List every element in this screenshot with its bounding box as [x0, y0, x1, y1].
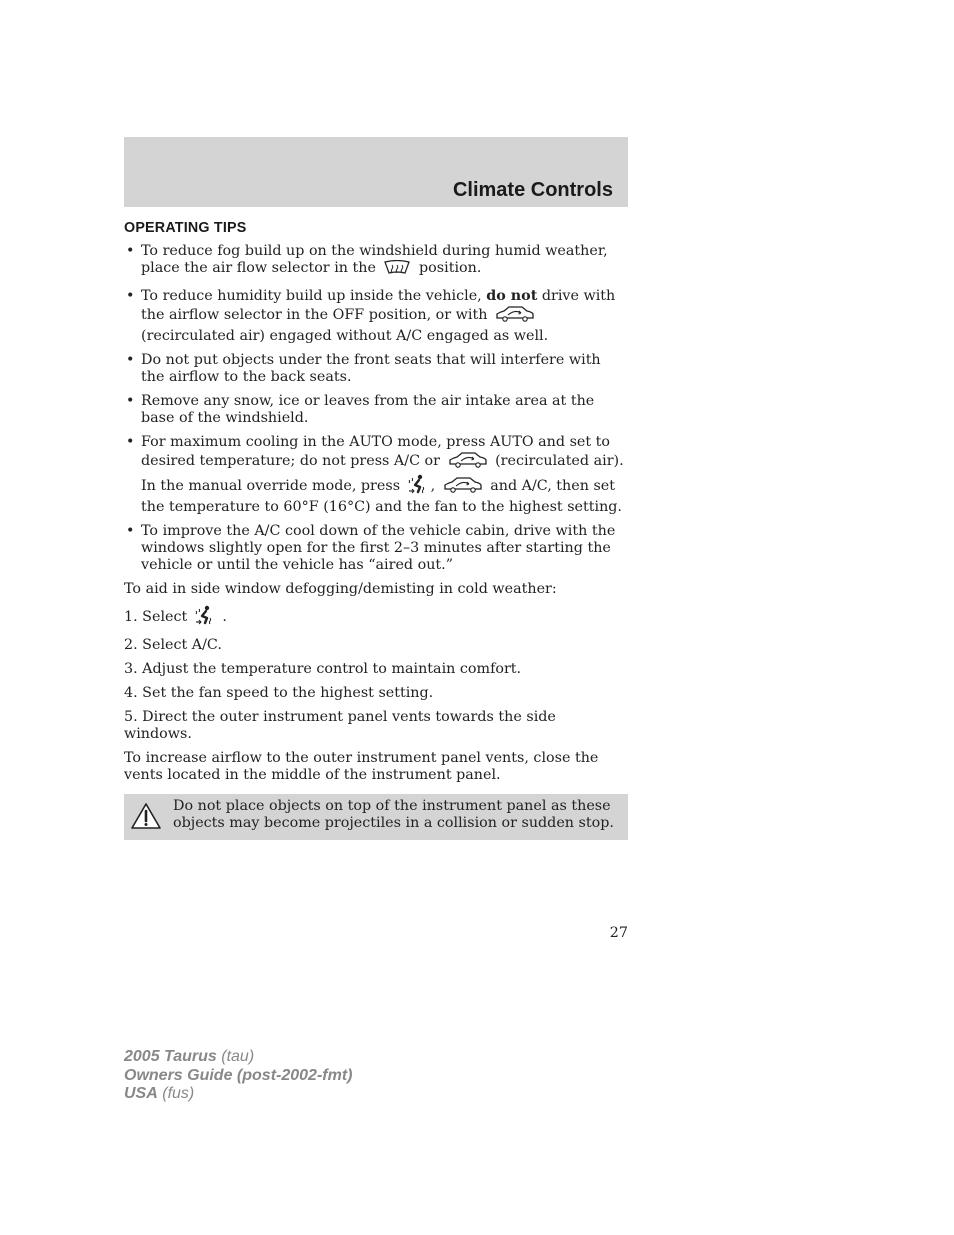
list-item: 4. Set the fan speed to the highest setting. [124, 685, 434, 701]
footer [124, 1048, 352, 1104]
footer-line-1: 2005 Taurus (tau) [124, 1048, 255, 1065]
warning-triangle-icon [130, 802, 162, 835]
section-title: Climate Controls [452, 179, 613, 201]
list-item: • To reduce humidity build up inside the vehicle, do not drive with the airflow selector in the OFF position, or with (recirculated air) engaged without A/C engaged as well. [124, 288, 628, 345]
defog-steps [124, 605, 628, 743]
list-item: • To improve the A/C cool down of the vehicle cabin, drive with the windows slightly open for the first 2–3 minutes after starting the vehicle or until the vehicle has “aired out.” [124, 523, 628, 574]
warning-box [124, 794, 628, 840]
list-item: • Do not put objects under the front seats that will interfere with the airflow to the back seats. [124, 352, 628, 386]
tips-list [124, 243, 628, 574]
footer-line-3: USA (fus) [124, 1085, 195, 1102]
recirculation-icon [448, 451, 488, 474]
floor-defrost-icon [408, 474, 428, 499]
list-item: • Remove any snow, ice or leaves from the air intake area at the base of the windshield. [124, 393, 628, 427]
floor-defrost-icon [195, 605, 215, 630]
list-item: • For maximum cooling in the AUTO mode, press AUTO and set to desired temperature; do not press A/C or (recirculated air). In the manual override mode, press , and A/C, then set the temperature to 60°F (16°C) and the fan to the highest setting. [124, 434, 628, 516]
defog-intro: To aid in side window defogging/demisting in cold weather: [124, 581, 557, 597]
list-item: 1. Select . [124, 605, 628, 630]
footer-line-2: Owners Guide (post-2002-fmt) [124, 1066, 353, 1084]
airflow-note: To increase airflow to the outer instrument panel vents, close the vents located in the middle of the instrument panel. [124, 750, 599, 783]
page-content [124, 220, 628, 840]
defrost-icon [383, 260, 411, 281]
list-item: 2. Select A/C. [124, 637, 222, 653]
recirculation-icon [495, 305, 535, 328]
list-item: • To reduce fog build up on the windshield during humid weather, place the air flow selector in the position. [124, 243, 628, 281]
warning-text: Do not place objects on top of the instrument panel as these objects may become projectiles in a collision or sudden stop. [173, 798, 614, 831]
list-item: 5. Direct the outer instrument panel vents towards the side windows. [124, 709, 556, 742]
section-header-band [124, 137, 628, 207]
operating-tips-heading: OPERATING TIPS [124, 220, 247, 236]
page-number: 27 [609, 925, 628, 941]
recirculation-icon [443, 476, 483, 499]
list-item: 3. Adjust the temperature control to maintain comfort. [124, 661, 522, 677]
